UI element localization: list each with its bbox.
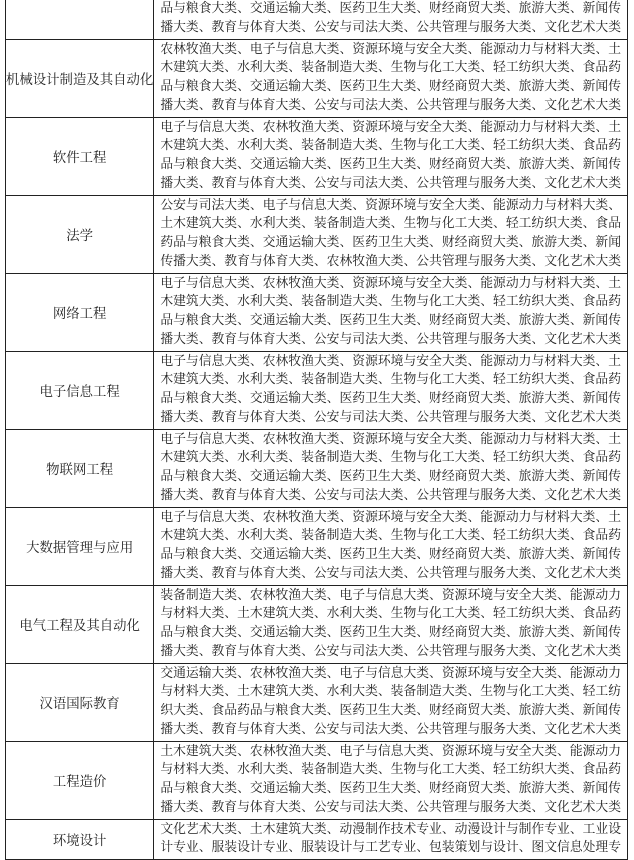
category-text-line: 品与粮食大类、交通运输大类、医药卫生大类、财经商贸大类、旅游大类、新闻传 [160, 313, 621, 328]
category-text-line: 木建筑大类、水利大类、装备制造大类、生物与化工大类、轻工纺织大类、食品药 [160, 60, 621, 76]
category-text-line: 传播大类、教育与体育大类、农林牧渔大类、公共管理与服务大类、文化艺术大类 [160, 253, 621, 269]
category-text-line: 装备制造大类、农林牧渔大类、电子与信息大类、资源环境与安全大类、能源动力 [160, 587, 621, 603]
table-row [6, 507, 628, 585]
major-category-table [5, 0, 628, 860]
major-name-cell: 汉语国际教育 [6, 663, 154, 741]
category-text-line: 品与粮食大类、交通运输大类、医药卫生大类、财经商贸大类、旅游大类、新闻传 [160, 625, 621, 640]
category-text-line: 织大类、食品药品与粮食大类、医药卫生大类、财经商贸大类、旅游大类、新闻传 [160, 703, 621, 718]
major-name-cell: 网络工程 [6, 273, 154, 351]
major-name-cell: 软件工程 [6, 117, 154, 195]
category-text-line: 播大类、教育与体育大类、公安与司法大类、公共管理与服务大类、文化艺术大类 [160, 19, 621, 35]
category-text-line: 电子与信息大类、农林牧渔大类、资源环境与安全大类、能源动力与材料大类、土 [160, 353, 621, 369]
eligible-categories-cell [154, 429, 628, 507]
category-text-line: 电子与信息大类、农林牧渔大类、资源环境与安全大类、能源动力与材料大类、土 [160, 431, 621, 447]
major-name-cell: 物联网工程 [6, 429, 154, 507]
category-text-line: 播大类、教育与体育大类、公安与司法大类、公共管理与服务大类、文化艺术大类 [160, 643, 621, 659]
eligible-categories-cell [154, 195, 628, 273]
eligible-categories-cell [154, 819, 628, 860]
category-text-line: 播大类、教育与体育大类、公安与司法大类、公共管理与服务大类、文化艺术大类 [160, 331, 621, 347]
category-text-line: 播大类、教育与体育大类、公安与司法大类、公共管理与服务大类、文化艺术大类 [160, 565, 621, 581]
table-row [6, 585, 628, 663]
category-text-line: 计专业、服装设计专业、服装设计与工艺专业、包装策划与设计、图文信息处理专 [160, 840, 621, 856]
category-text-line: 品与粮食大类、交通运输大类、医药卫生大类、财经商贸大类、旅游大类、新闻传 [160, 391, 621, 406]
category-text-line: 与材料大类、土木建筑大类、水利大类、装备制造大类、生物与化工大类、轻工纺 [160, 684, 621, 700]
category-text-line: 播大类、教育与体育大类、公安与司法大类、公共管理与服务大类、文化艺术大类 [160, 409, 621, 425]
category-text-line: 品与粮食大类、交通运输大类、医药卫生大类、财经商贸大类、旅游大类、新闻传 [160, 469, 621, 484]
category-text-line: 播大类、教育与体育大类、公安与司法大类、公共管理与服务大类、文化艺术大类 [160, 721, 621, 737]
category-text-line: 品与粮食大类、交通运输大类、医药卫生大类、财经商贸大类、旅游大类、新闻传 [160, 1, 621, 16]
table-row [6, 741, 628, 819]
eligible-categories-cell [154, 741, 628, 819]
category-text-line: 药品与粮食大类、交通运输大类、医药卫生大类、财经商贸大类、旅游大类、新闻 [160, 235, 621, 250]
major-name-cell: 法学 [6, 195, 154, 273]
category-text-line: 木建筑大类、水利大类、装备制造大类、生物与化工大类、轻工纺织大类、食品药 [160, 372, 621, 388]
category-text-line: 电子与信息大类、农林牧渔大类、资源环境与安全大类、能源动力与材料大类、土 [160, 275, 621, 291]
category-text-line: 土木建筑大类、水利大类、装备制造大类、生物与化工大类、轻工纺织大类、食品 [160, 216, 621, 232]
category-text-line: 品与粮食大类、交通运输大类、医药卫生大类、财经商贸大类、旅游大类、新闻传 [160, 157, 621, 172]
table-body [6, 0, 628, 860]
major-name-cell [6, 0, 154, 39]
category-text-line: 交通运输大类、农林牧渔大类、电子与信息大类、资源环境与安全大类、能源动力 [160, 665, 621, 681]
table-row [6, 273, 628, 351]
category-text-line: 品与粮食大类、交通运输大类、医药卫生大类、财经商贸大类、旅游大类、新闻传 [160, 781, 621, 796]
category-text-line: 公安与司法大类、电子与信息大类、资源环境与安全大类、能源动力与材料大类、 [160, 197, 621, 213]
category-text-line: 木建筑大类、水利大类、装备制造大类、生物与化工大类、轻工纺织大类、食品药 [160, 528, 621, 544]
category-text-line: 文化艺术大类、土木建筑大类、动漫制作技术专业、动漫设计与制作专业、工业设 [160, 821, 621, 837]
category-text-line: 土木建筑大类、农林牧渔大类、电子与信息大类、资源环境与安全大类、能源动力 [160, 743, 621, 759]
category-text-line: 品与粮食大类、交通运输大类、医药卫生大类、财经商贸大类、旅游大类、新闻传 [160, 79, 621, 94]
table-row [6, 351, 628, 429]
table-row [6, 0, 628, 39]
category-text-line: 品与粮食大类、交通运输大类、医药卫生大类、财经商贸大类、旅游大类、新闻传 [160, 547, 621, 562]
table-row [6, 195, 628, 273]
eligible-categories-cell [154, 507, 628, 585]
category-text-line: 农林牧渔大类、电子与信息大类、资源环境与安全大类、能源动力与材料大类、土 [160, 41, 621, 57]
major-name-cell: 环境设计 [6, 819, 154, 860]
table-row [6, 429, 628, 507]
eligible-categories-cell [154, 351, 628, 429]
category-text-line: 播大类、教育与体育大类、公安与司法大类、公共管理与服务大类、文化艺术大类 [160, 799, 621, 815]
category-text-line: 播大类、教育与体育大类、公安与司法大类、公共管理与服务大类、文化艺术大类 [160, 175, 621, 191]
eligible-categories-cell [154, 663, 628, 741]
category-text-line: 播大类、教育与体育大类、公安与司法大类、公共管理与服务大类、文化艺术大类 [160, 97, 621, 113]
table-row [6, 39, 628, 117]
table-row [6, 663, 628, 741]
major-name-cell: 工程造价 [6, 741, 154, 819]
eligible-categories-cell [154, 273, 628, 351]
category-text-line: 木建筑大类、水利大类、装备制造大类、生物与化工大类、轻工纺织大类、食品药 [160, 294, 621, 310]
table-row [6, 117, 628, 195]
eligible-categories-cell [154, 585, 628, 663]
major-name-cell: 大数据管理与应用 [6, 507, 154, 585]
category-text-line: 与材料大类、土木建筑大类、水利大类、生物与化工大类、轻工纺织大类、食品药 [160, 606, 621, 622]
category-text-line: 电子与信息大类、农林牧渔大类、资源环境与安全大类、能源动力与材料大类、土 [160, 119, 621, 135]
category-text-line: 电子与信息大类、农林牧渔大类、资源环境与安全大类、能源动力与材料大类、土 [160, 509, 621, 525]
category-text-line: 木建筑大类、水利大类、装备制造大类、生物与化工大类、轻工纺织大类、食品药 [160, 450, 621, 466]
eligible-categories-cell [154, 117, 628, 195]
category-text-line: 木建筑大类、水利大类、装备制造大类、生物与化工大类、轻工纺织大类、食品药 [160, 138, 621, 154]
category-text-line: 与材料大类、水利大类、装备制造大类、生物与化工大类、轻工纺织大类、食品药 [160, 762, 621, 778]
major-name-cell: 电子信息工程 [6, 351, 154, 429]
major-name-cell: 机械设计制造及其自动化 [6, 39, 154, 117]
major-name-cell: 电气工程及其自动化 [6, 585, 154, 663]
table-row [6, 819, 628, 860]
eligible-categories-cell [154, 39, 628, 117]
eligible-categories-cell [154, 0, 628, 39]
category-text-line: 播大类、教育与体育大类、公安与司法大类、公共管理与服务大类、文化艺术大类 [160, 487, 621, 503]
